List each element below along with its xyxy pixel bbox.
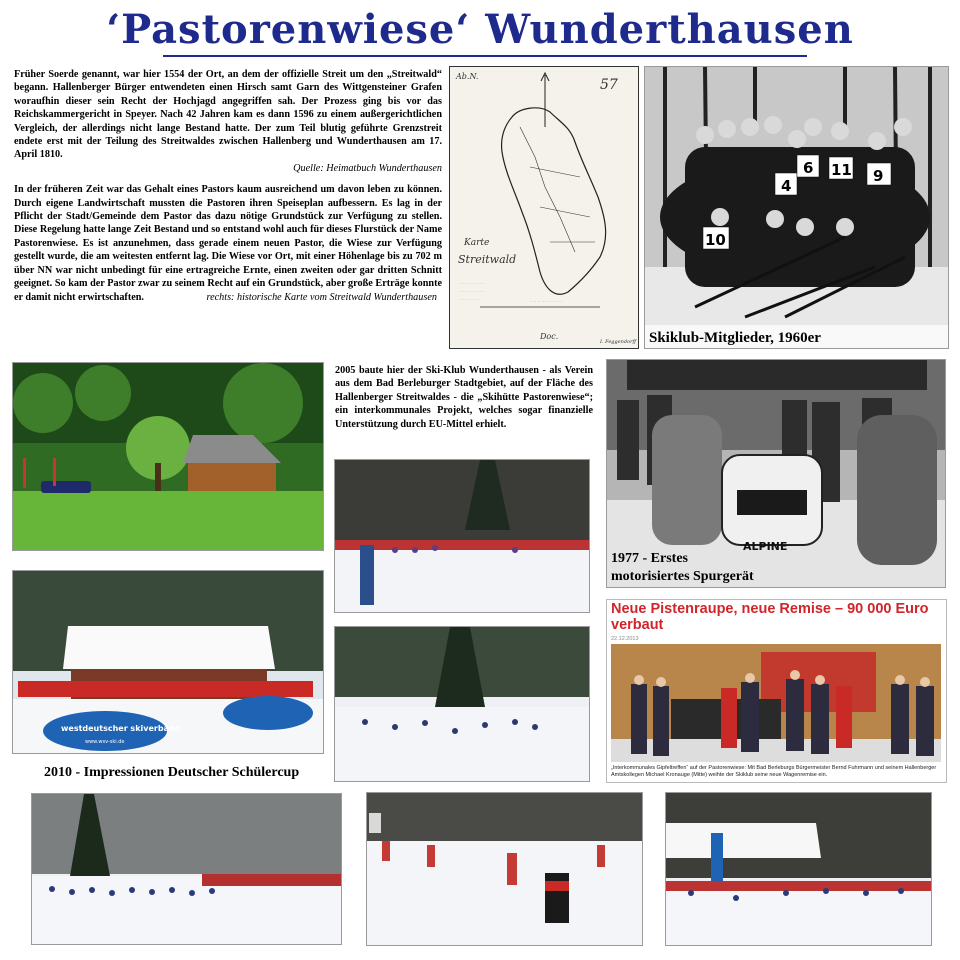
intro-paragraph-2: In der früheren Zeit war das Gehalt eines Pastors kaum ausreichend um davon leben zu können. Durch eigene Landwirtschaft mussten die Pastoren ihren Speiseplan aufbessern. Es lag in der Pflicht der Stadt/Gemeinde dem Pastor das dazu nötige Grundstück zur Verfügung zu stellen. Diese Regelung hatte lange Zeit Bestand und so entstand wohl auch für dieses Flurstück der Name Pastorenwiese. Es ist anzunehmen, dass gerade einem neuen Pastor, die Wiese zur Verfügung gestellt wurde, die am weitesten entfernt lag. Die Wiese vor Ort, mit einer Höhenlage bis zu 702 m über NN war nicht unbedingt für eine ertragreiche Ernte, einen zweiten oder gar dritten Schnitt geeignet. So kam der Pastor zwar zu seinem Recht auf ein Grundstück, aber große Erträge konnte er damit nicht erwirtschaften. rechts: historische Karte vom Streitwald Wunderthausen (14, 184, 442, 303)
intro-text (14, 68, 442, 304)
bib-10: 10 (705, 231, 726, 249)
ski-race-photo-4 (366, 792, 643, 946)
skihuette-text: 2005 baute hier der Ski-Klub Wunderthausen - als Verein aus dem Bad Berleburger Stadtgebiet, auf der Fläche des Hallenberger Streitwaldes - die „Skihütte Pastorenwiese“; ein interkommunales Projekt, welches sogar finanzielle Unterstützung durch EU-Mittel erhielt. (335, 365, 593, 430)
intro-paragraph-1: Früher Soerde genannt, war hier 1554 der Ort, an dem der offizielle Streit um den „Streitwald“ begann. Hallenberger Bürger entwendeten einen Hirsch samt Garn des Wittgensteiner Grafen woraufhin dieser sein Recht der Hochjagd angegriffen sah. Der Prozess ging bis vor das Reichskammergericht in Speyer. Nach 42 Jahren kam es dann 1596 zu einem außergerichtlichen Vergleich, der allerdings nicht lange Bestand hatte. Der zum Teil blutig geführte Grenzstreit endete erst mit der Teilung des Streitwaldes zwischen Hallenberg und Wunderthausen am 17. April 1810. (14, 69, 442, 161)
snowmobile-1977-photo (606, 359, 946, 588)
page-title: ‘Pastorenwiese‘ Wunderthausen (106, 6, 854, 53)
svg-text:· · · · · · · · · · · · ·: · · · · · · · · · · · · · (530, 299, 562, 304)
news-headline: Neue Pistenraupe, neue Remise – 90 000 Euro verbaut (611, 601, 929, 633)
banner-text: westdeutscher skiverband (61, 724, 181, 733)
ski-hut-winter-photo (12, 570, 324, 754)
map-bottom-right: I. Feggendorff (600, 339, 637, 345)
intro-source: Quelle: Heimatbuch Wunderthausen (293, 162, 442, 174)
news-caption: „Interkommunales Gipfeltreffen“ auf der Pastorenwiese: Mit Bad Berleburgs Bürgermeister Bernd Fuhrmann und seinem Hallenberger Amtskollegen Michael Kronauge (Mitte) weihte der Skiklub seine neue Wagenremise ein. (611, 765, 937, 778)
ski-race-photo-1 (334, 459, 590, 613)
svg-text:· · · · · · · ·: · · · · · · · · (460, 297, 480, 302)
svg-text:· · · · · · · · · ·: · · · · · · · · · · (460, 281, 485, 286)
news-photo (611, 644, 941, 762)
caption-spurgeraet-1: 1977 - Erstes (611, 551, 688, 566)
ski-race-photo-3 (31, 793, 342, 945)
map-bottom-left: Doc. (540, 332, 559, 341)
title-underline (163, 55, 807, 57)
snowmobile-brand: ALPINE (743, 540, 788, 553)
map-corner-label: Ab.N. (456, 72, 479, 81)
news-date: 22.12.2013 (611, 636, 639, 642)
banner-url: www.wsv-ski.de (85, 739, 125, 745)
ski-race-photo-5 (665, 792, 932, 946)
caption-spurgeraet-2: motorisiertes Spurgerät (611, 569, 754, 584)
svg-text:· · · · · · · · · ·: · · · · · · · · · · (460, 289, 485, 294)
caption-skiklub: Skiklub-Mitglieder, 1960er (649, 330, 821, 346)
bib-6: 6 (803, 159, 814, 177)
skiklub-members-photo (644, 66, 949, 349)
caption-schuelercup: 2010 - Impressionen Deutscher Schülercup (44, 765, 300, 780)
map-page-number: 57 (600, 77, 618, 93)
news-article (606, 599, 947, 783)
ski-hut-summer-photo (12, 362, 324, 551)
bib-11: 11 (831, 161, 852, 179)
map-title-line-1: Karte (464, 238, 490, 248)
bib-9: 9 (873, 167, 884, 185)
map-title-line-2: Streitwald (458, 253, 517, 266)
map-reference-note: rechts: historische Karte vom Streitwald Wunderthausen (206, 291, 437, 303)
historic-map (449, 66, 639, 349)
ski-race-photo-2 (334, 626, 590, 782)
bib-4: 4 (781, 177, 792, 195)
